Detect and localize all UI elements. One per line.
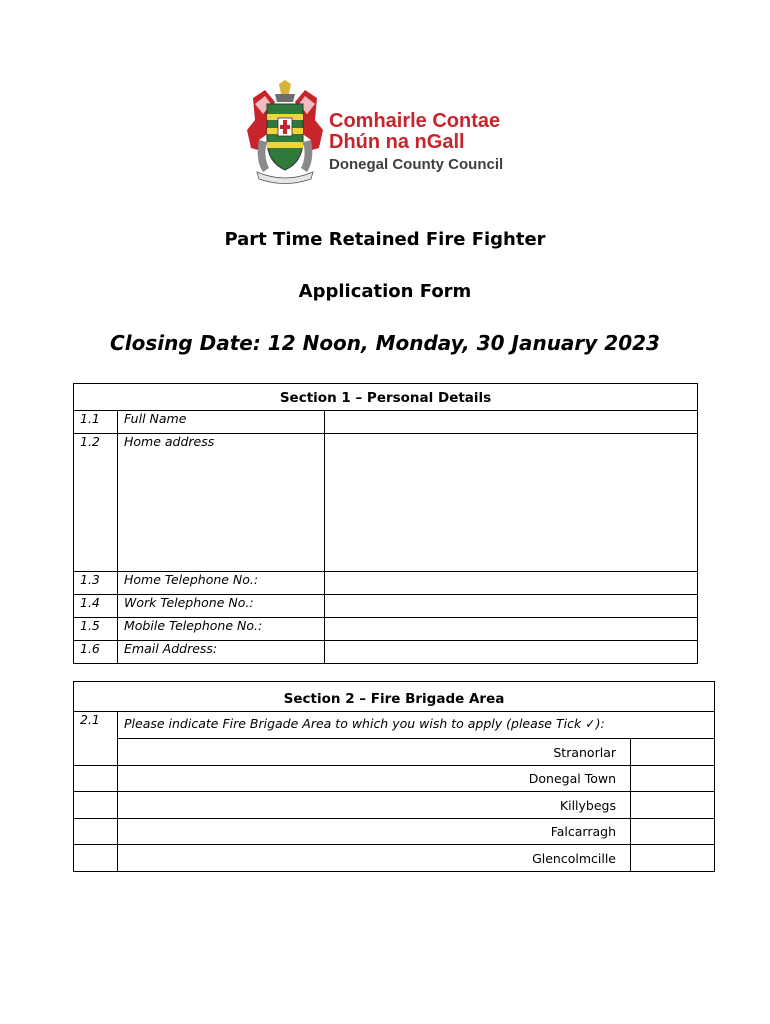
field-label: Email Address: bbox=[118, 641, 325, 664]
table-row bbox=[74, 845, 715, 872]
row-number: 1.1 bbox=[74, 411, 118, 434]
fire-brigade-area-table bbox=[73, 681, 715, 872]
tick-box-donegal-town[interactable] bbox=[631, 766, 715, 792]
row-number: 1.5 bbox=[74, 618, 118, 641]
section2-heading: Section 2 – Fire Brigade Area bbox=[74, 682, 715, 712]
council-name-english: Donegal County Council bbox=[329, 156, 504, 173]
form-subtitle: Application Form bbox=[298, 281, 472, 302]
mobile-telephone-field[interactable] bbox=[325, 618, 698, 641]
full-name-field[interactable] bbox=[325, 411, 698, 434]
email-address-field[interactable] bbox=[325, 641, 698, 664]
table-row bbox=[74, 739, 715, 766]
row-number: 2.1 bbox=[74, 712, 118, 766]
row-number: 1.3 bbox=[74, 572, 118, 595]
field-label: Home address bbox=[118, 434, 325, 572]
table-row bbox=[74, 618, 698, 641]
row-number: 1.6 bbox=[74, 641, 118, 664]
field-label: Work Telephone No.: bbox=[118, 595, 325, 618]
field-label: Home Telephone No.: bbox=[118, 572, 325, 595]
personal-details-table bbox=[73, 383, 698, 664]
council-logo bbox=[245, 80, 535, 185]
field-label: Mobile Telephone No.: bbox=[118, 618, 325, 641]
council-name-irish-line2: Dhún na nGall bbox=[329, 131, 465, 153]
work-telephone-field[interactable] bbox=[325, 595, 698, 618]
table-row bbox=[74, 434, 698, 572]
table-row bbox=[74, 595, 698, 618]
council-name bbox=[329, 111, 503, 175]
table-row bbox=[74, 792, 715, 819]
row-number: 1.2 bbox=[74, 434, 118, 572]
tick-box-falcarragh[interactable] bbox=[631, 819, 715, 845]
row-number: 1.4 bbox=[74, 595, 118, 618]
area-name: Killybegs bbox=[118, 792, 631, 819]
council-name-irish-line1: Comhairle Contae bbox=[329, 110, 501, 132]
table-row bbox=[74, 819, 715, 845]
tick-box-killybegs[interactable] bbox=[631, 792, 715, 819]
area-name: Donegal Town bbox=[118, 766, 631, 792]
table-row bbox=[74, 766, 715, 792]
table-row bbox=[74, 572, 698, 595]
area-name: Falcarragh bbox=[118, 819, 631, 845]
table-row bbox=[74, 641, 698, 664]
home-telephone-field[interactable] bbox=[325, 572, 698, 595]
closing-date: Closing Date: 12 Noon, Monday, 30 January 2023 bbox=[110, 331, 660, 355]
area-name: Glencolmcille bbox=[118, 845, 631, 872]
table-row bbox=[74, 411, 698, 434]
form-title: Part Time Retained Fire Fighter bbox=[224, 229, 546, 250]
area-name: Stranorlar bbox=[118, 739, 631, 766]
coat-of-arms-icon bbox=[245, 80, 325, 185]
tick-box-stranorlar[interactable] bbox=[631, 739, 715, 766]
section1-heading: Section 1 – Personal Details bbox=[74, 384, 698, 411]
home-address-field[interactable] bbox=[325, 434, 698, 572]
area-instruction: Please indicate Fire Brigade Area to which you wish to apply (please Tick ✓): bbox=[118, 712, 715, 739]
field-label: Full Name bbox=[118, 411, 325, 434]
tick-box-glencolmcille[interactable] bbox=[631, 845, 715, 872]
